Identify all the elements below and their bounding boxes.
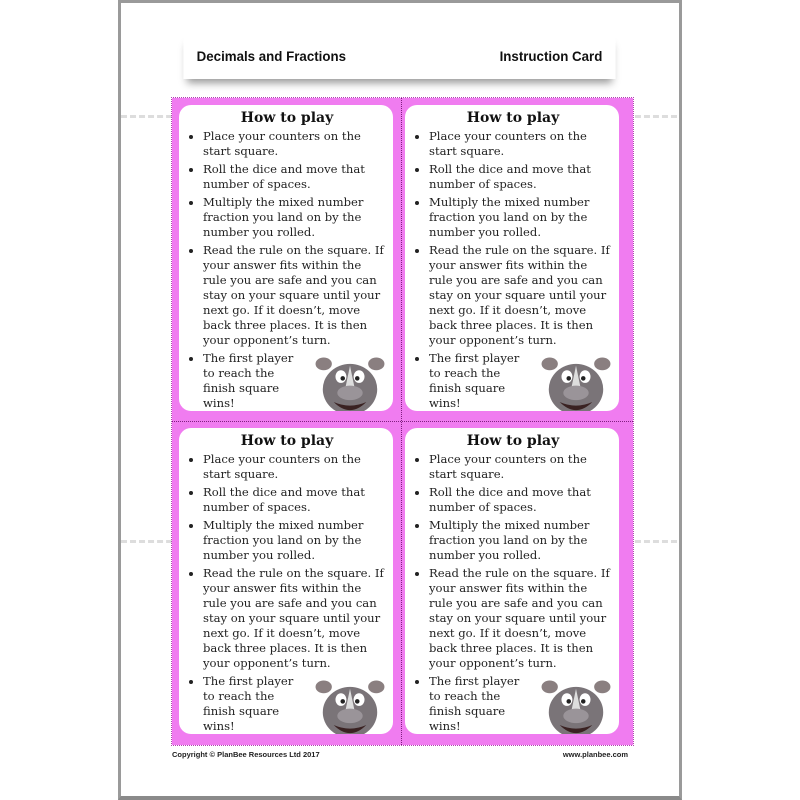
card-title: How to play	[466, 110, 560, 126]
instruction-item: • The first player to reach the finish square wins!	[429, 351, 613, 411]
instruction-item: • The first player to reach the finish square wins!	[203, 351, 387, 411]
instruction-item: • Read the rule on the square. If your answer fits within the rule you are safe and you can stay on your square until your next go. If it doesn’t, move back three places. It is then your opponent’s turn.	[203, 566, 387, 671]
instruction-item: • Place your counters on the start square.	[429, 452, 613, 482]
instruction-item: • Place your counters on the start square.	[203, 452, 387, 482]
instruction-list	[187, 452, 387, 734]
card-title: How to play	[240, 433, 334, 449]
worksheet-title: Decimals and Fractions	[196, 48, 346, 64]
instruction-card	[405, 428, 619, 734]
instruction-list	[413, 452, 613, 734]
rhino-illustration	[537, 353, 615, 411]
instruction-item: • Multiply the mixed number fraction you land on by the number you rolled.	[429, 518, 613, 563]
instruction-item: • Roll the dice and move that number of spaces.	[429, 485, 613, 515]
card-type-label: Instruction Card	[499, 48, 603, 64]
instruction-item: • Place your counters on the start square.	[429, 129, 613, 159]
instruction-card	[179, 428, 393, 734]
instruction-card	[179, 105, 393, 411]
instruction-item: • The first player to reach the finish square wins!	[429, 674, 613, 734]
rhino-illustration	[311, 676, 389, 734]
rhino-illustration	[537, 676, 615, 734]
instruction-item: • Read the rule on the square. If your answer fits within the rule you are safe and you can stay on your square until your next go. If it doesn’t, move back three places. It is then your opponent’s turn.	[203, 243, 387, 348]
instruction-item: • Multiply the mixed number fraction you land on by the number you rolled.	[429, 195, 613, 240]
instruction-item: • The first player to reach the finish square wins!	[203, 674, 387, 734]
card-title: How to play	[240, 110, 334, 126]
instruction-item: • Multiply the mixed number fraction you land on by the number you rolled.	[203, 195, 387, 240]
instruction-item: • Read the rule on the square. If your answer fits within the rule you are safe and you can stay on your square until your next go. If it doesn’t, move back three places. It is then your opponent’s turn.	[429, 243, 613, 348]
instruction-item: • Roll the dice and move that number of spaces.	[203, 162, 387, 192]
instruction-card	[405, 105, 619, 411]
instruction-item: • Multiply the mixed number fraction you land on by the number you rolled.	[203, 518, 387, 563]
instruction-list	[187, 129, 387, 411]
instruction-list	[413, 129, 613, 411]
instruction-item: • Roll the dice and move that number of spaces.	[203, 485, 387, 515]
card-title: How to play	[466, 433, 560, 449]
instruction-item: • Roll the dice and move that number of spaces.	[429, 162, 613, 192]
instruction-item: • Read the rule on the square. If your answer fits within the rule you are safe and you can stay on your square until your next go. If it doesn’t, move back three places. It is then your opponent’s turn.	[429, 566, 613, 671]
copyright-text: Copyright © PlanBee Resources Ltd 2017	[172, 750, 320, 759]
cut-line-horizontal	[172, 421, 633, 422]
rhino-illustration	[311, 353, 389, 411]
instruction-item: • Place your counters on the start square.	[203, 129, 387, 159]
website-link: www.planbee.com	[562, 750, 628, 759]
worksheet-header	[183, 33, 615, 79]
